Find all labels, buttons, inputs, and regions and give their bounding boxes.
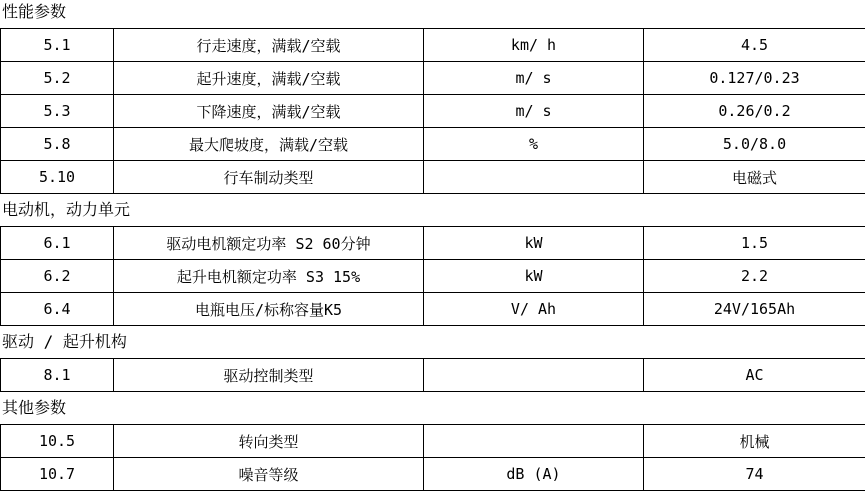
- row-number-cell: 6.2: [1, 260, 114, 293]
- parameter-name-cell: 行车制动类型: [114, 161, 424, 194]
- parameter-name-cell: 噪音等级: [114, 458, 424, 491]
- parameter-name-cell: 下降速度，满载/空载: [114, 95, 424, 128]
- value-cell: 24V/165Ah: [644, 293, 865, 326]
- table-row: [1, 62, 865, 95]
- spec-section: [0, 194, 865, 326]
- table-row: [1, 359, 865, 392]
- unit-cell: V/ Ah: [424, 293, 644, 326]
- row-number-cell: 10.5: [1, 425, 114, 458]
- table-row: [1, 161, 865, 194]
- parameter-name-cell: 行走速度，满载/空载: [114, 29, 424, 62]
- table-row: [1, 425, 865, 458]
- value-cell: AC: [644, 359, 865, 392]
- unit-cell: [424, 359, 644, 392]
- unit-cell: [424, 161, 644, 194]
- table-row: [1, 29, 865, 62]
- unit-cell: kW: [424, 227, 644, 260]
- table-row: [1, 95, 865, 128]
- row-number-cell: 5.10: [1, 161, 114, 194]
- unit-cell: m/ s: [424, 62, 644, 95]
- spec-table: [0, 226, 865, 326]
- unit-cell: m/ s: [424, 95, 644, 128]
- table-row: [1, 260, 865, 293]
- spec-table: [0, 424, 865, 491]
- parameter-name-cell: 起升速度，满载/空载: [114, 62, 424, 95]
- row-number-cell: 6.1: [1, 227, 114, 260]
- table-row: [1, 128, 865, 161]
- parameter-name-cell: 最大爬坡度，满载/空载: [114, 128, 424, 161]
- value-cell: 0.26/0.2: [644, 95, 865, 128]
- parameter-name-cell: 电瓶电压/标称容量K5: [114, 293, 424, 326]
- value-cell: 1.5: [644, 227, 865, 260]
- table-row: [1, 293, 865, 326]
- value-cell: 0.127/0.23: [644, 62, 865, 95]
- spec-table: [0, 358, 865, 392]
- row-number-cell: 5.8: [1, 128, 114, 161]
- section-title: 其他参数: [2, 398, 67, 417]
- parameter-name-cell: 驱动控制类型: [114, 359, 424, 392]
- value-cell: 2.2: [644, 260, 865, 293]
- unit-cell: kW: [424, 260, 644, 293]
- unit-cell: %: [424, 128, 644, 161]
- unit-cell: [424, 425, 644, 458]
- row-number-cell: 10.7: [1, 458, 114, 491]
- row-number-cell: 5.3: [1, 95, 114, 128]
- value-cell: 4.5: [644, 29, 865, 62]
- unit-cell: km/ h: [424, 29, 644, 62]
- value-cell: 5.0/8.0: [644, 128, 865, 161]
- row-number-cell: 5.2: [1, 62, 114, 95]
- parameter-name-cell: 转向类型: [114, 425, 424, 458]
- table-row: [1, 458, 865, 491]
- spec-section: [0, 0, 865, 194]
- section-title: 性能参数: [2, 2, 67, 21]
- section-title: 驱动 / 起升机构: [2, 332, 127, 351]
- value-cell: 电磁式: [644, 161, 865, 194]
- value-cell: 74: [644, 458, 865, 491]
- value-cell: 机械: [644, 425, 865, 458]
- spec-table: [0, 28, 865, 194]
- section-title: 电动机，动力单元: [2, 200, 131, 219]
- row-number-cell: 8.1: [1, 359, 114, 392]
- spec-section: [0, 326, 865, 392]
- row-number-cell: 5.1: [1, 29, 114, 62]
- parameter-name-cell: 起升电机额定功率 S3 15%: [114, 260, 424, 293]
- row-number-cell: 6.4: [1, 293, 114, 326]
- spec-section: [0, 392, 865, 491]
- table-row: [1, 227, 865, 260]
- unit-cell: dB (A): [424, 458, 644, 491]
- parameter-name-cell: 驱动电机额定功率 S2 60分钟: [114, 227, 424, 260]
